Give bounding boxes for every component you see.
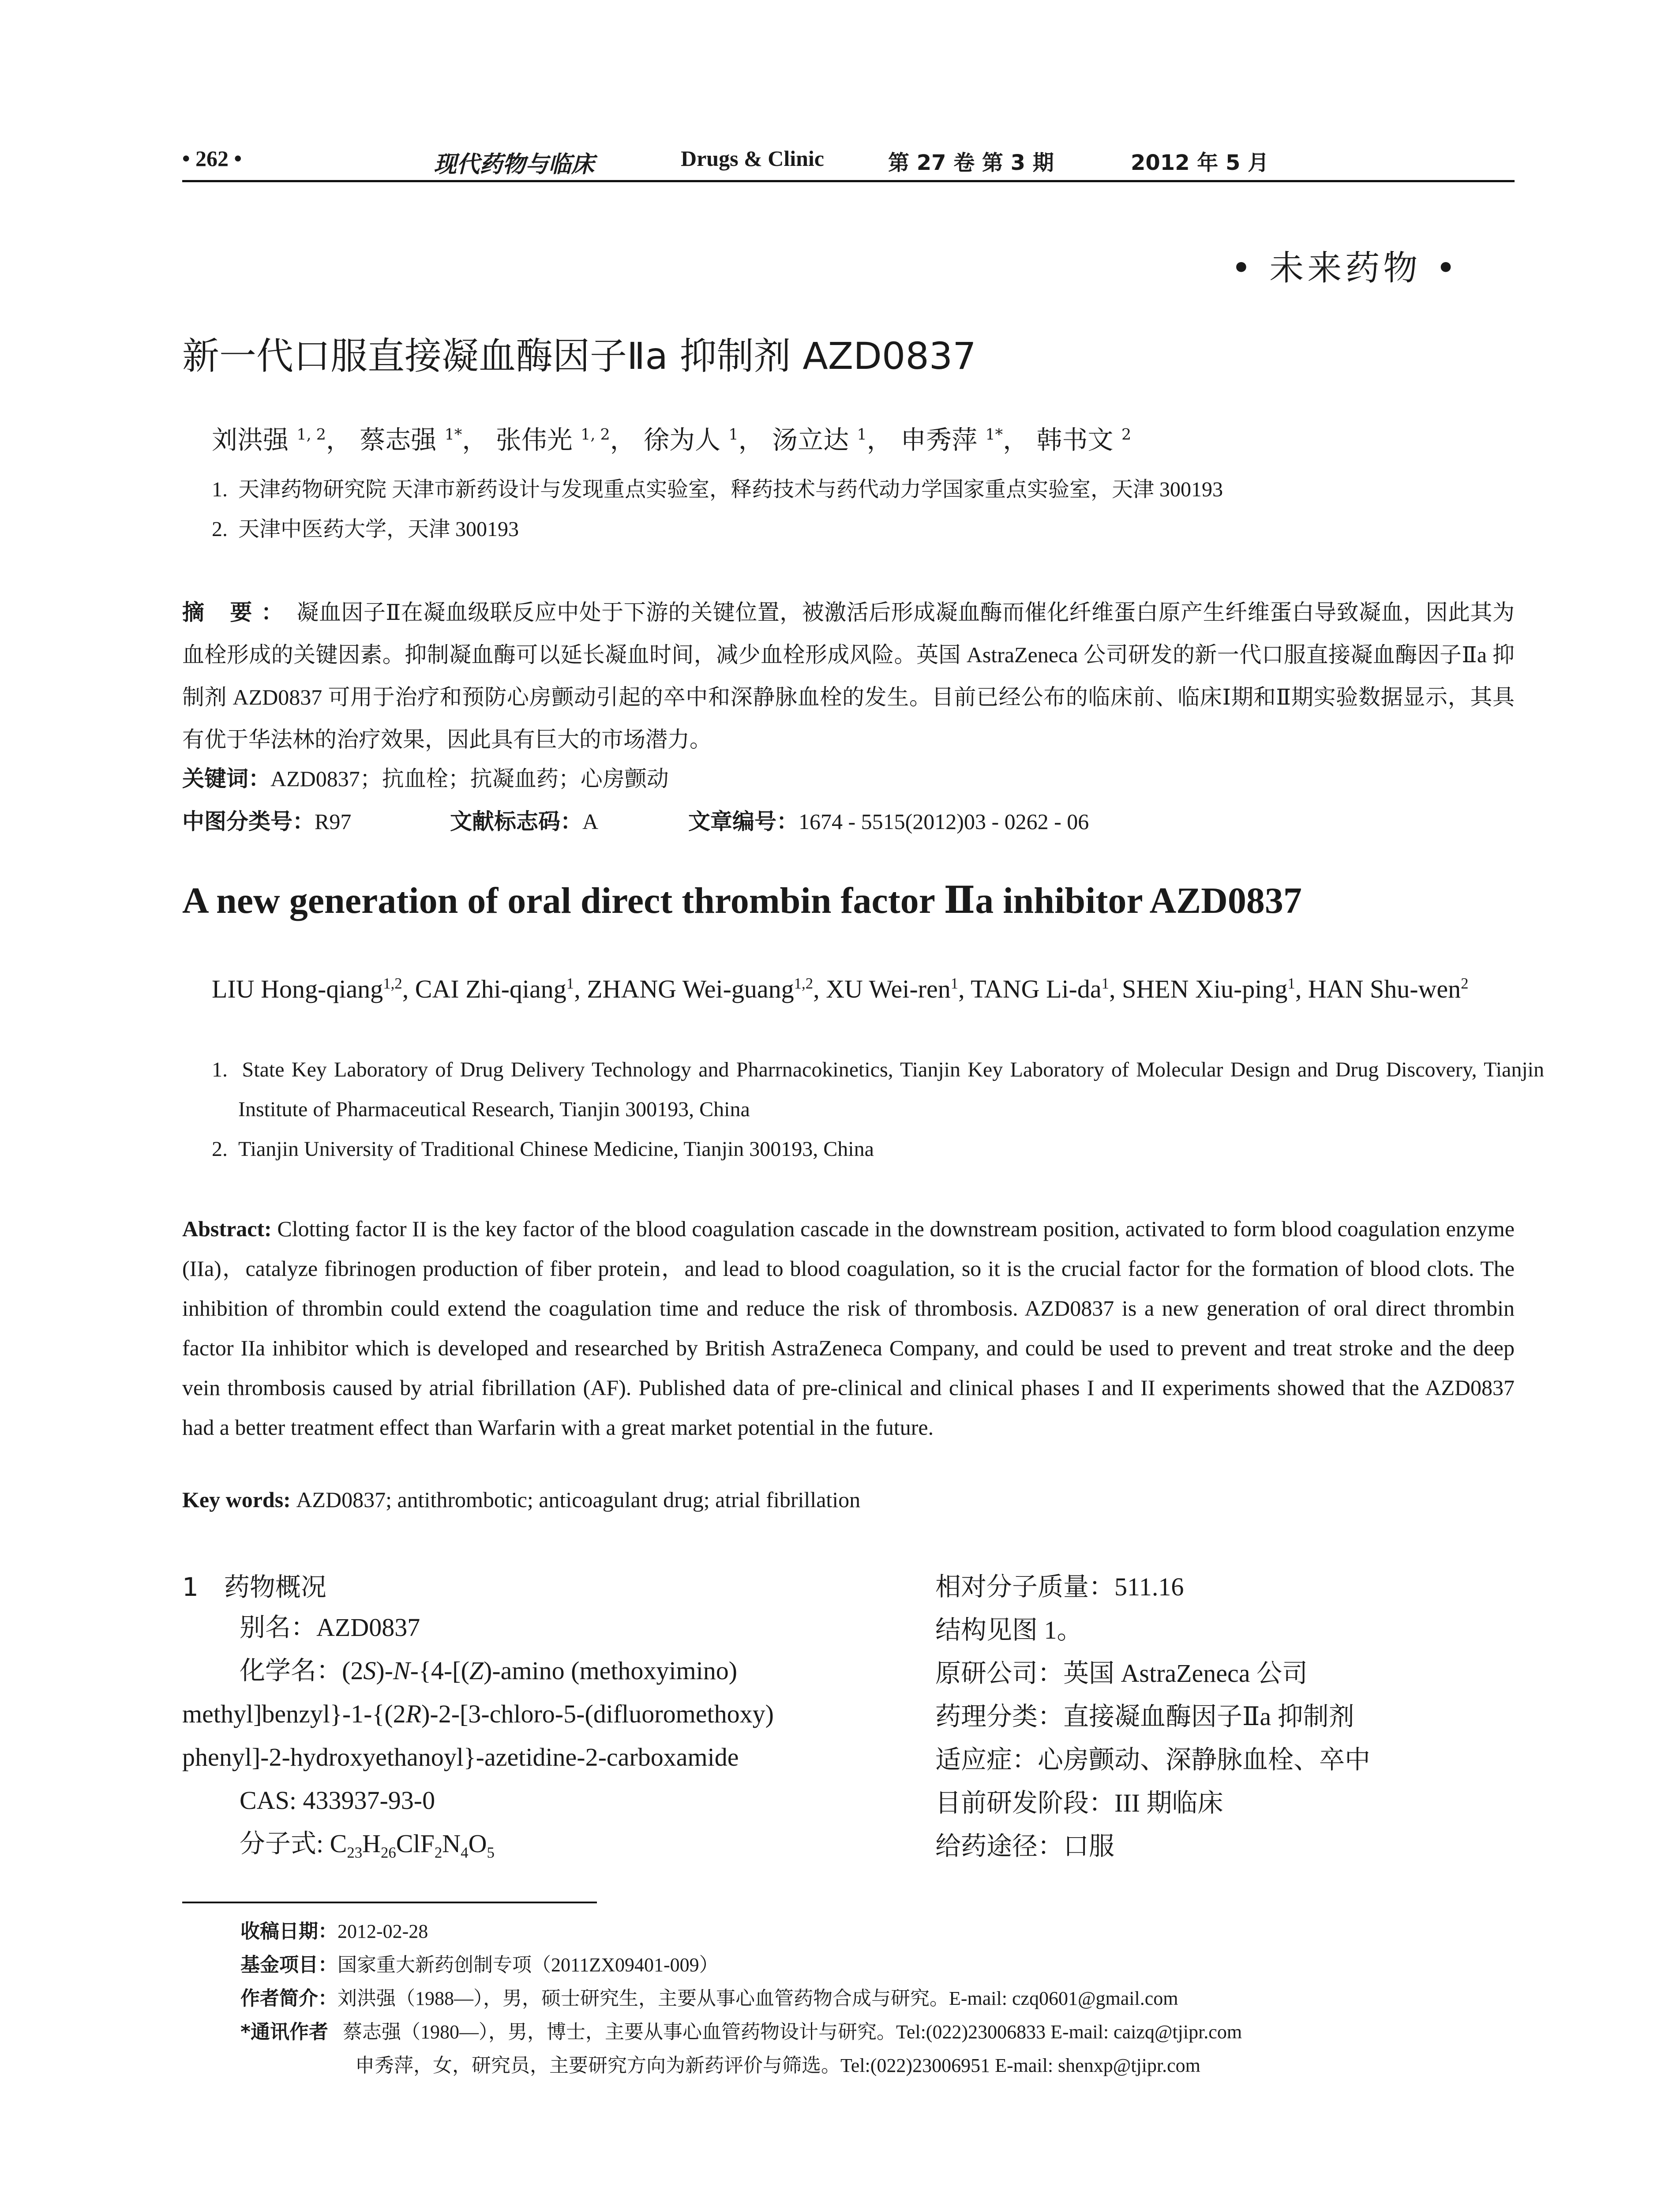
author-list-en: LIU Hong-qiang$^{1,2}$, CAI Zhi-qiang$^1$, ZHANG Wei-guang$^{1,2}$, XU Wei-ren$^1$, TANG $Li-da^1$, SHEN Xiu-ping$^1$, HAN Shu-wen$^2$ xyxy=(212,975,1469,1003)
molecular-formula: 分子式: $C_{23}H_{26}ClF_2N_4O_5$ xyxy=(240,1829,495,1861)
abstract-en-text: Clotting factor II is the key factor of the blood coagulation cascade in the downstream position, activated to form blood coagulation enzyme (IIa)，catalyze fibrinogen production of fiber protein，and lead to blood coagulation, so it is the crucial factor for the formation of blood clots. The inhibition of thrombin could extend the coagulation time and reduce the risk of thrombosis. AZD0837 is a new generation of oral direct thrombin factor IIa inhibitor which is developed and researched by British AstraZeneca Company, and could be used to prevent and treat stroke and the deep vein thrombosis caused by atrial fibrillation (AF). Published data of pre-clinical and clinical phases I and II experiments showed that the AZD0837 had a better treatment effect than Warfarin with a great market potential in the future. xyxy=(182,1216,1515,1440)
author-en: XU Wei-ren$^1$ xyxy=(826,975,959,1003)
pharmacological-class: 药理分类：直接凝血酶因子Ⅱa 抑制剂 xyxy=(935,1702,1354,1731)
development-stage: 目前研发阶段：III 期临床 xyxy=(935,1789,1223,1817)
chemical-name-line1: 化学名：(2S)-N-{4-[(Z)-amino (methoxyimino) xyxy=(240,1656,738,1685)
corresponding-author: *通讯作者 蔡志强（1980—），男，博士，主要从事心血管药物设计与研究。Tel:(022)23006833 E-mail: caizq@tjipr.com xyxy=(240,2021,1242,2043)
document-code: 文献标志码：A xyxy=(450,809,599,834)
drug-overview-left xyxy=(182,1606,826,1865)
affiliation-en-2: 2. Tianjin University of Traditional Chinese Medicine, Tianjin 300193, China xyxy=(212,1137,874,1161)
author-en: CAI Zhi-qiang$^1$ xyxy=(415,975,574,1003)
journal-name-zh: 现代药物与临床 xyxy=(434,151,595,178)
keywords-zh: 关键词：AZD0837；抗血栓；抗凝血药；心房颤动 xyxy=(182,766,669,792)
author-zh: 蔡志强 $^{1*}$ xyxy=(360,425,462,455)
author-en: LIU Hong-qiang$^{1,2}$ xyxy=(212,975,402,1003)
received-date: 收稿日期：2012-02-28 xyxy=(240,1920,428,1943)
originator: 原研公司：英国 AstraZeneca 公司 xyxy=(935,1659,1308,1688)
footnotes xyxy=(240,1915,1242,2082)
footnote-divider xyxy=(182,1902,597,1903)
affiliation-zh-1: 1. 天津药物研究院 天津市新药设计与发现重点实验室，释药技术与药代动力学国家重点实验室，天津 300193 xyxy=(212,478,1223,501)
author-list-zh: 刘洪强 $^{1, 2}$， 蔡志强 $^{1*}$， 张伟光 $^{1, 2}$， 徐为人 $^1$， 汤立达 $^1$， 申秀萍 $^{1*}$， 韩书文 $^2$ xyxy=(212,425,1132,455)
chemical-name-line2: methyl]benzyl}-1-{(2R)-2-[3-chloro-5-(difluoromethoxy) xyxy=(182,1700,774,1728)
author-en: ZHANG Wei-guang$^{1,2}$ xyxy=(587,975,814,1003)
article-title-zh: 新一代口服直接凝血酶因子Ⅱa 抑制剂 AZD0837 xyxy=(182,334,976,378)
molecular-weight: 相对分子质量：511.16 xyxy=(935,1572,1184,1601)
keywords-en: Key words: AZD0837; antithrombotic; anticoagulant drug; atrial fibrillation xyxy=(182,1487,861,1512)
clc-number: 中图分类号：R97 xyxy=(182,809,352,834)
drug-overview-right xyxy=(935,1565,1518,1868)
abstract-en xyxy=(182,1209,1515,1447)
cas-number: CAS: 433937-93-0 xyxy=(240,1786,435,1815)
column-tag: • 未来药物 • xyxy=(1231,248,1459,288)
author-zh: 汤立达 $^1$ xyxy=(772,425,867,455)
article-number: 文章编号：1674 - 5515(2012)03 - 0262 - 06 xyxy=(688,809,1089,834)
running-header xyxy=(182,140,1515,182)
journal-name-en: Drugs & Clinic xyxy=(681,146,824,171)
author-bio: 作者简介：刘洪强（1988—），男，硕士研究生，主要从事心血管药物合成与研究。E-mail: czq0601@gmail.com xyxy=(240,1987,1178,2010)
route: 给药途径：口服 xyxy=(935,1832,1115,1861)
abstract-zh-text: 凝血因子Ⅱ在凝血级联反应中处于下游的关键位置，被激活后形成凝血酶而催化纤维蛋白原产生纤维蛋白导致凝血，因此其为血栓形成的关键因素。抑制凝血酶可以延长凝血时间，减少血栓形成风险。英国 AstraZeneca 公司研发的新一代口服直接凝血酶因子Ⅱa 抑制剂 AZD0837 可用于治疗和预防心房颤动引起的卒中和深静脉血栓的发生。目前已经公布的临床前、临床Ⅰ期和Ⅱ期实验数据显示，其具有优于华法林的治疗效果，因此具有巨大的市场潜力。 xyxy=(182,600,1515,752)
affiliation-en-1: 1. State Key Laboratory of Drug Delivery Technology and Pharrnacokinetics, Tianjin Key Laboratory of Molecular Design and Drug Discovery, Tianjin Institute of Pharmaceutical Research, Tianjin 300193, China xyxy=(212,1058,1545,1121)
author-zh: 韩书文 $^2$ xyxy=(1036,425,1132,455)
corresponding-author-2: 申秀萍，女，研究员，主要研究方向为新药评价与筛选。Tel:(022)23006951 E-mail: shenxp@tjipr.com xyxy=(355,2055,1200,2076)
issue-date: 2012 年 5 月 xyxy=(1131,150,1269,175)
author-zh: 徐为人 $^1$ xyxy=(644,425,739,455)
author-en: TANG $Li-da^1$ xyxy=(971,975,1110,1003)
indications: 适应症：心房颤动、深静脉血栓、卒中 xyxy=(935,1745,1371,1774)
chemical-name-line3: phenyl]-2-hydroxyethanoyl}-azetidine-2-carboxamide xyxy=(182,1743,739,1771)
article-title-en: A new generation of oral direct thrombin factor Ⅱa inhibitor AZD0837 xyxy=(182,880,1302,921)
abstract-zh-label: 摘 要： xyxy=(182,600,292,625)
author-zh: 刘洪强 $^{1, 2}$ xyxy=(212,425,326,455)
author-en: HAN Shu-wen$^2$ xyxy=(1308,975,1469,1003)
structure-ref: 结构见图 1。 xyxy=(935,1616,1083,1644)
fund-project: 基金项目：国家重大新药创制专项（2011ZX09401-009） xyxy=(240,1954,719,1976)
author-zh: 张伟光 $^{1, 2}$ xyxy=(495,425,610,455)
author-zh: 申秀萍 $^{1*}$ xyxy=(900,425,1003,455)
abstract-en-label: Abstract: xyxy=(182,1216,272,1241)
page-number: • 262 • xyxy=(182,146,242,171)
abstract-zh xyxy=(182,591,1515,761)
author-en: SHEN Xiu-ping$^1$ xyxy=(1122,975,1295,1003)
alias: 别名：AZD0837 xyxy=(240,1613,420,1642)
section-heading: 1 药物概况 xyxy=(182,1572,326,1602)
affiliation-zh-2: 2. 天津中医药大学，天津 300193 xyxy=(212,518,519,541)
volume-issue: 第 27 卷 第 3 期 xyxy=(888,150,1054,175)
